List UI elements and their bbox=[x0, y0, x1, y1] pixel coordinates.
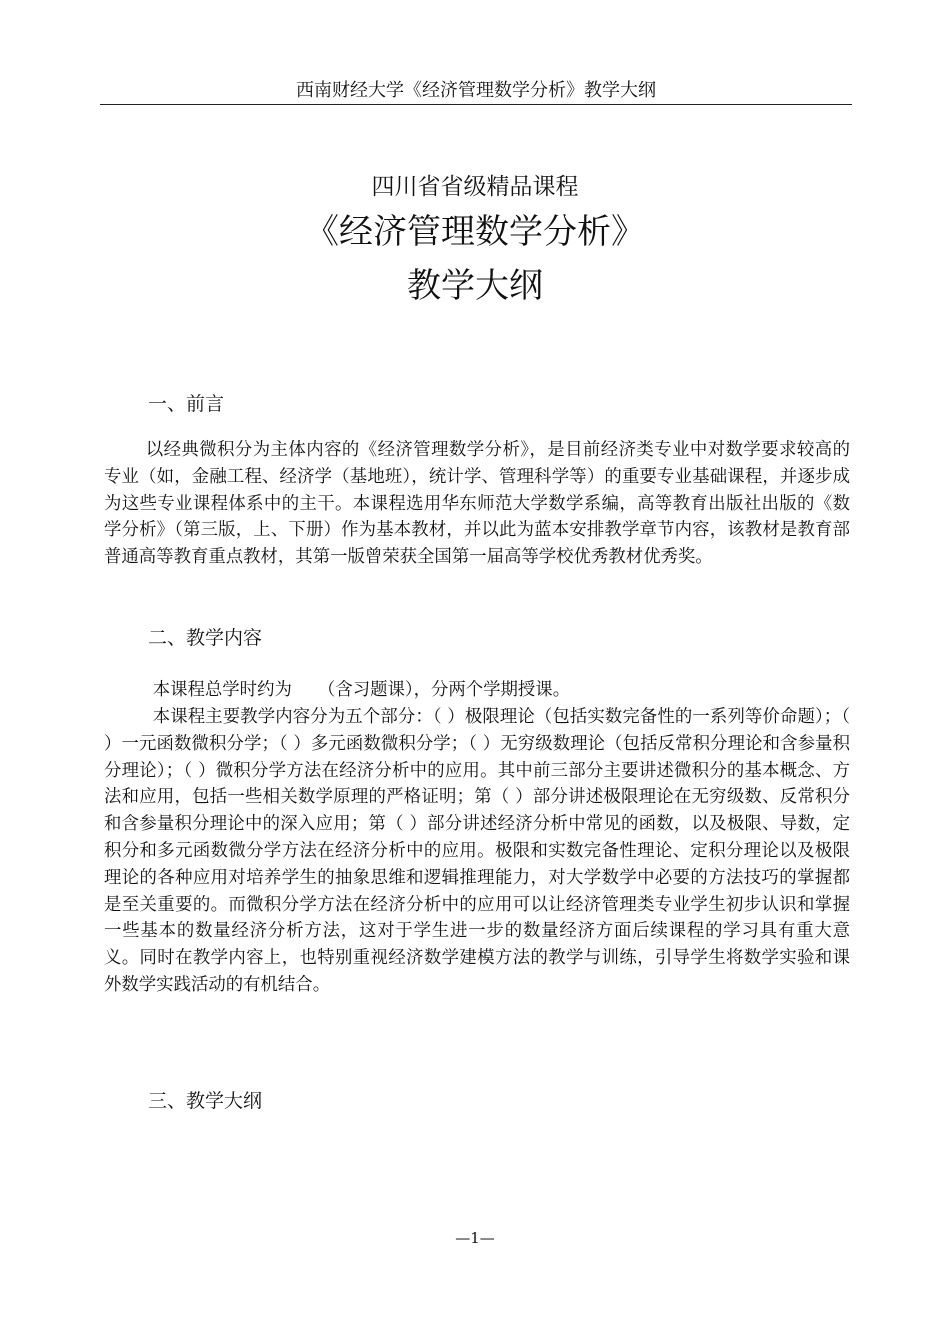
section-heading-syllabus: 三、教学大纲 bbox=[148, 1090, 263, 1112]
course-name-title: 《经济管理数学分析》 bbox=[305, 212, 645, 252]
content-paragraph: 本课程主要教学内容分为五个部分：（ ）极限理论（包括实数完备性的一系列等价命题）；（ ）一元函数微积分学；（ ）多元函数微积分学；（ ）无穷级数理论（包括反常积分理论和含参量积分理论）；（ ）微积分学方法在经济分析中的应用。其中前三部分主要讲述微积分的基本概念、方法和应用，包括一些相关数学原理的严格证明；第（ ）部分讲述极限理论在无穷级数、反常积分和含参量积分理论中的深入应用；第（ ）部分讲述经济分析中常见的函数，以及极限、导数，定积分和多元函数微分学方法在经济分析中的应用。极限和实数完备性理论、定积分理论以及极限理论的各种应用对培养学生的抽象思维和逻辑推理能力，对大学数学中必要的方法技巧的掌握都是至关重要的。而微积分学方法在经济分析中的应用可以让经济管理类专业学生初步认识和掌握一些基本的数量经济分析方法，这对于学生进一步的数量经济方面后续课程的学习具有重大意义。同时在教学内容上，也特别重视经济数学建模方法的教学与训练，引导学生将数学实验和课外数学实践活动的有机结合。 bbox=[104, 707, 850, 995]
course-level-title: 四川省省级精品课程 bbox=[371, 174, 579, 200]
section-heading-content: 二、教学内容 bbox=[148, 627, 263, 649]
document-type-title: 教学大纲 bbox=[407, 266, 543, 306]
preface-paragraph: 以经典微积分为主体内容的《经济管理数学分析》，是目前经济类专业中对数学要求较高的专业（如，金融工程、经济学（基地班），统计学、管理科学等）的重要专业基础课程，并逐步成为这些专业课程体系中的主干。本课程选用华东师范大学数学系编，高等教育出版社出版的《数学分析》（第三版，上、下册）作为基本教材，并以此为蓝本安排教学章节内容，该教材是教育部普通高等教育重点教材，其第一版曾荣获全国第一届高等学校优秀教材优秀奖。 bbox=[104, 440, 850, 568]
page-number: —1— bbox=[455, 1229, 495, 1247]
running-header: 西南财经大学《经济管理数学分析》教学大纲 bbox=[296, 80, 656, 101]
section-heading-preface: 一、前言 bbox=[148, 393, 225, 415]
header-rule bbox=[100, 104, 852, 105]
course-hours-paragraph: 本课程总学时约为 （含习题课），分两个学期授课。 bbox=[152, 680, 571, 700]
